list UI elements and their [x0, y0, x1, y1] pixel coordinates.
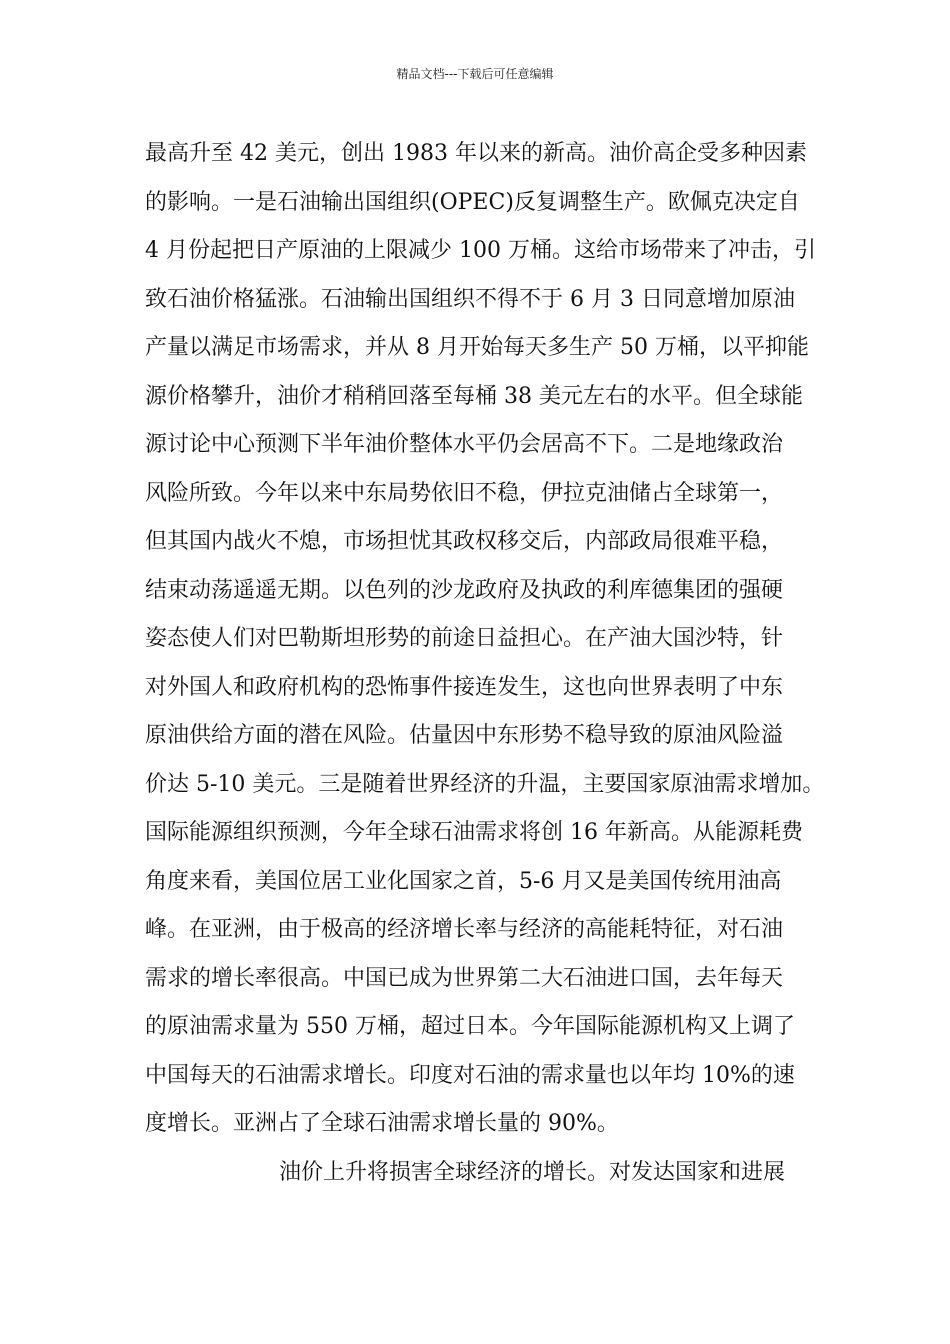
text-line: 致石油价格猛涨。石油输出国组织不得不于 6 月 3 日同意增加原油	[145, 286, 795, 312]
text-line: 但其国内战火不熄，市场担忧其政权移交后，内部政局很难平稳，	[145, 529, 784, 554]
text-line: 最高升至 42 美元，创出 1983 年以来的新高。油价高企受多种因素	[145, 141, 807, 166]
text-line: 源讨论中心预测下半年油价整体水平仍会居高不下。二是地缘政治	[145, 432, 784, 457]
page-header: 精品文档---下载后可任意编辑	[396, 67, 554, 81]
paragraph-start-line: 油价上升将损害全球经济的增长。对发达国家和进展	[279, 1159, 786, 1185]
text-line: 风险所致。今年以来中东局势依旧不稳，伊拉克油储占全球第一，	[145, 480, 784, 506]
text-line: 产量以满足市场需求，并从 8 月开始每天多生产 50 万桶，以平抑能	[145, 335, 809, 360]
text-line: 的原油需求量为 550 万桶，超过日本。今年国际能源机构又上调了	[145, 1014, 795, 1039]
text-line: 度增长。亚洲占了全球石油需求增长量的 90%。	[145, 1111, 619, 1136]
text-line: 姿态使人们对巴勒斯坦形势的前途日益担心。在产油大国沙特，针	[145, 626, 784, 651]
text-line: 的影响。一是石油输出国组织(OPEC)反复调整生产。欧佩克决定自	[145, 189, 800, 215]
text-line: 源价格攀升，油价才稍稍回落至每桶 38 美元左右的水平。但全球能	[145, 383, 803, 409]
text-line: 结束动荡遥遥无期。以色列的沙龙政府及执政的利库德集团的强硬	[145, 577, 784, 603]
text-line: 峰。在亚洲，由于极高的经济增长率与经济的高能耗特征，对石油	[145, 917, 784, 942]
text-line: 价达 5-10 美元。三是随着世界经济的升温，主要国家原油需求增加。	[145, 771, 825, 797]
text-line: 国际能源组织预测，今年全球石油需求将创 16 年新高。从能源耗费	[145, 820, 803, 845]
text-line: 中国每天的石油需求增长。印度对石油的需求量也以年均 10%的速	[145, 1062, 795, 1088]
text-line: 需求的增长率很高。中国已成为世界第二大石油进口国，去年每天	[145, 965, 784, 991]
text-line: 对外国人和政府机构的恐怖事件接连发生，这也向世界表明了中东	[145, 674, 784, 700]
text-line: 原油供给方面的潜在风险。估量因中东形势不稳导致的原油风险溢	[145, 723, 784, 748]
text-line: 角度来看，美国位居工业化国家之首，5-6 月又是美国传统用油高	[145, 868, 782, 894]
body-text	[145, 130, 835, 1197]
text-line: 4 月份起把日产原油的上限减少 100 万桶。这给市场带来了冲击，引	[145, 238, 816, 263]
